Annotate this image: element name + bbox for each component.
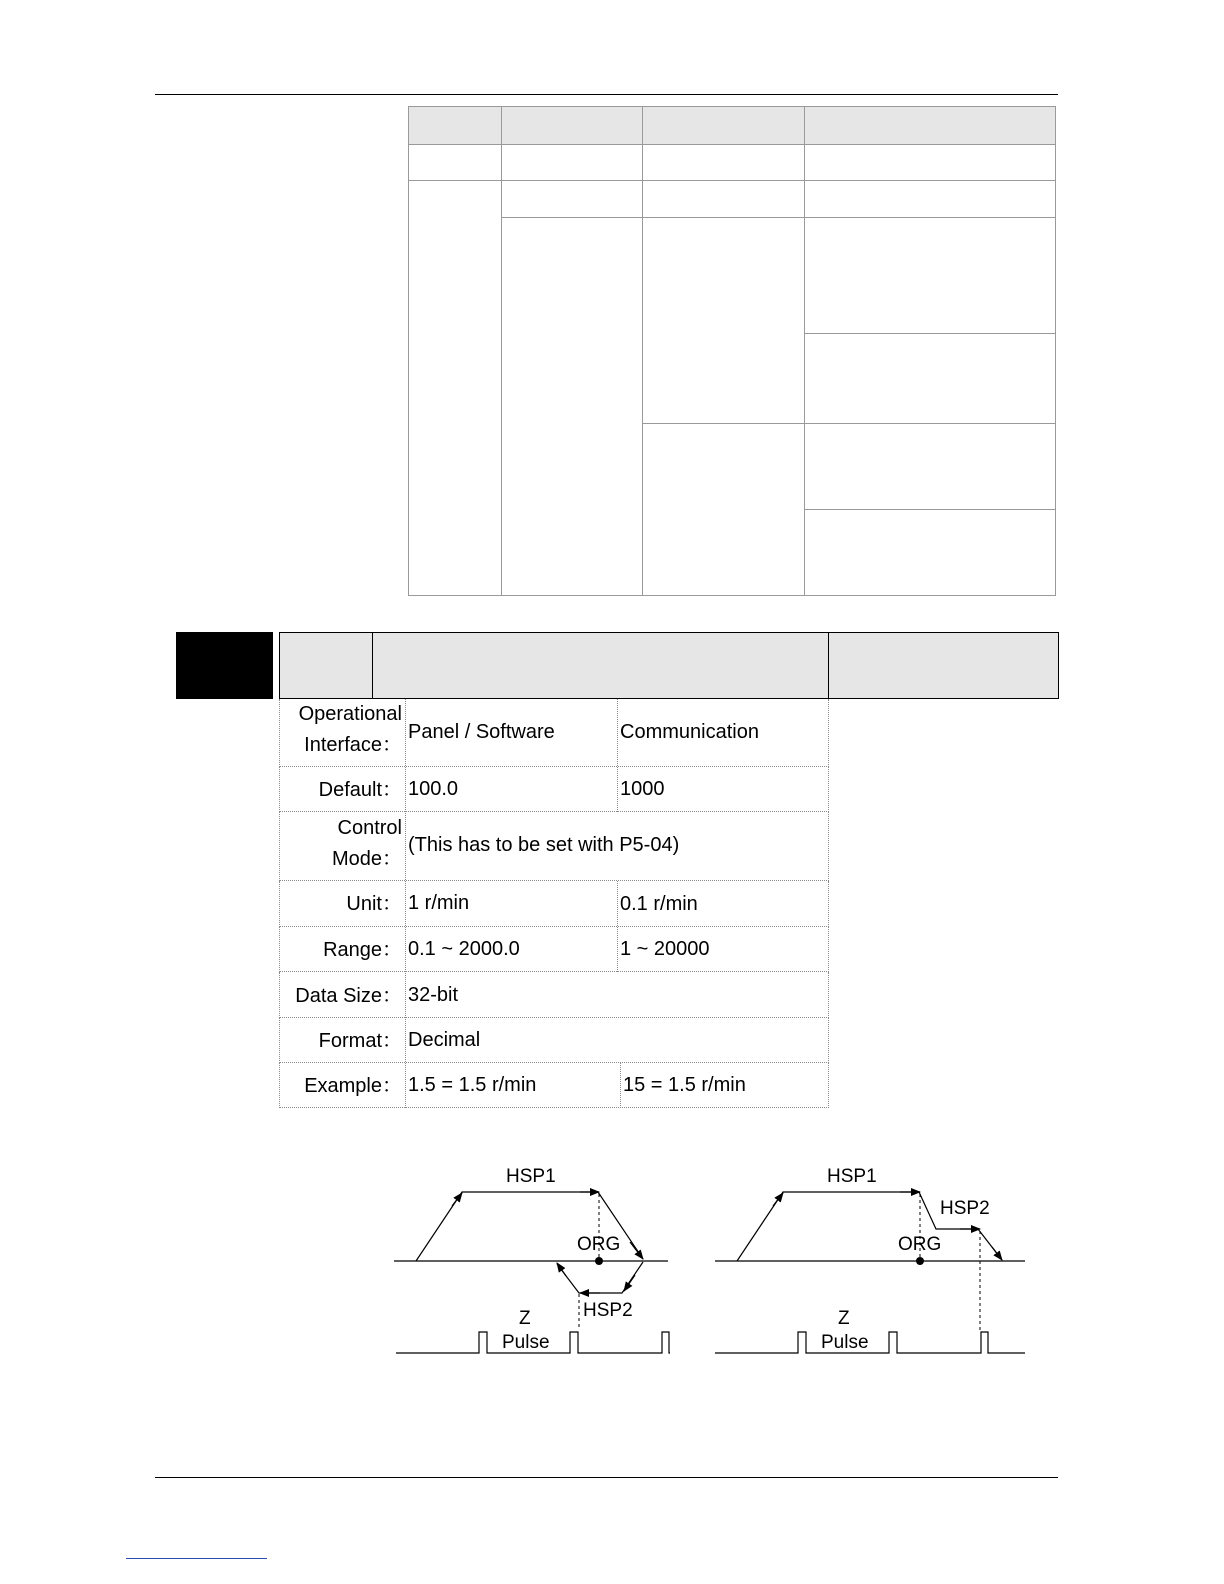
range-comm: 1 ~ 20000 — [620, 938, 710, 960]
label-format: Format： — [318, 1030, 402, 1052]
unit-panel: 1 r/min — [408, 892, 470, 914]
parameter-code-block — [176, 632, 273, 699]
parameter-header — [279, 632, 1059, 699]
label-default: Default： — [318, 779, 402, 801]
label-control-1: Control — [337, 817, 402, 839]
interface-comm: Communication — [620, 721, 759, 743]
header-rule — [155, 94, 1058, 95]
example-comm: 15 = 1.5 r/min — [623, 1074, 746, 1096]
label-control-2: Mode： — [331, 848, 402, 870]
interface-panel: Panel / Software — [408, 721, 555, 743]
control-mode-value: (This has to be set with P5-04) — [408, 834, 680, 856]
footer-rule — [155, 1477, 1058, 1478]
default-panel: 100.0 — [408, 778, 459, 800]
org-point-right — [916, 1257, 924, 1265]
hsp1-label-right: HSP1 — [827, 1166, 877, 1187]
hsp2-return-left — [557, 1262, 643, 1293]
example-panel: 1.5 = 1.5 r/min — [408, 1074, 537, 1096]
hsp2-label-right: HSP2 — [940, 1198, 990, 1219]
range-panel: 0.1 ~ 2000.0 — [408, 938, 520, 960]
footer-link-underline — [126, 1558, 267, 1559]
diagram-left — [394, 1166, 670, 1353]
org-label-right: ORG — [898, 1234, 942, 1255]
unit-comm: 0.1 r/min — [620, 893, 698, 915]
label-range: Range： — [323, 939, 402, 961]
hsp1-label-left: HSP1 — [506, 1166, 556, 1187]
z-label-right: Z — [838, 1308, 850, 1329]
label-unit: Unit： — [346, 893, 402, 915]
format-value: Decimal — [408, 1029, 481, 1051]
org-label-left: ORG — [577, 1234, 621, 1255]
label-interface-2: Interface： — [304, 734, 402, 756]
label-data-size: Data Size： — [295, 985, 402, 1007]
default-comm: 1000 — [620, 778, 665, 800]
homing-diagram — [0, 1130, 1224, 1430]
data-size-value: 32-bit — [408, 984, 459, 1006]
label-interface-1: Operational — [298, 703, 402, 725]
top-table-header-fill — [409, 107, 1055, 144]
diagram-right — [715, 1166, 1025, 1353]
hsp2-label-left: HSP2 — [583, 1300, 633, 1321]
pulse-label-left: Pulse — [502, 1332, 550, 1353]
pulse-label-right: Pulse — [821, 1332, 869, 1353]
z-pulse-train-right — [715, 1332, 1025, 1353]
z-label-left: Z — [519, 1308, 531, 1329]
org-point-left — [595, 1257, 603, 1265]
label-example: Example： — [304, 1075, 402, 1097]
